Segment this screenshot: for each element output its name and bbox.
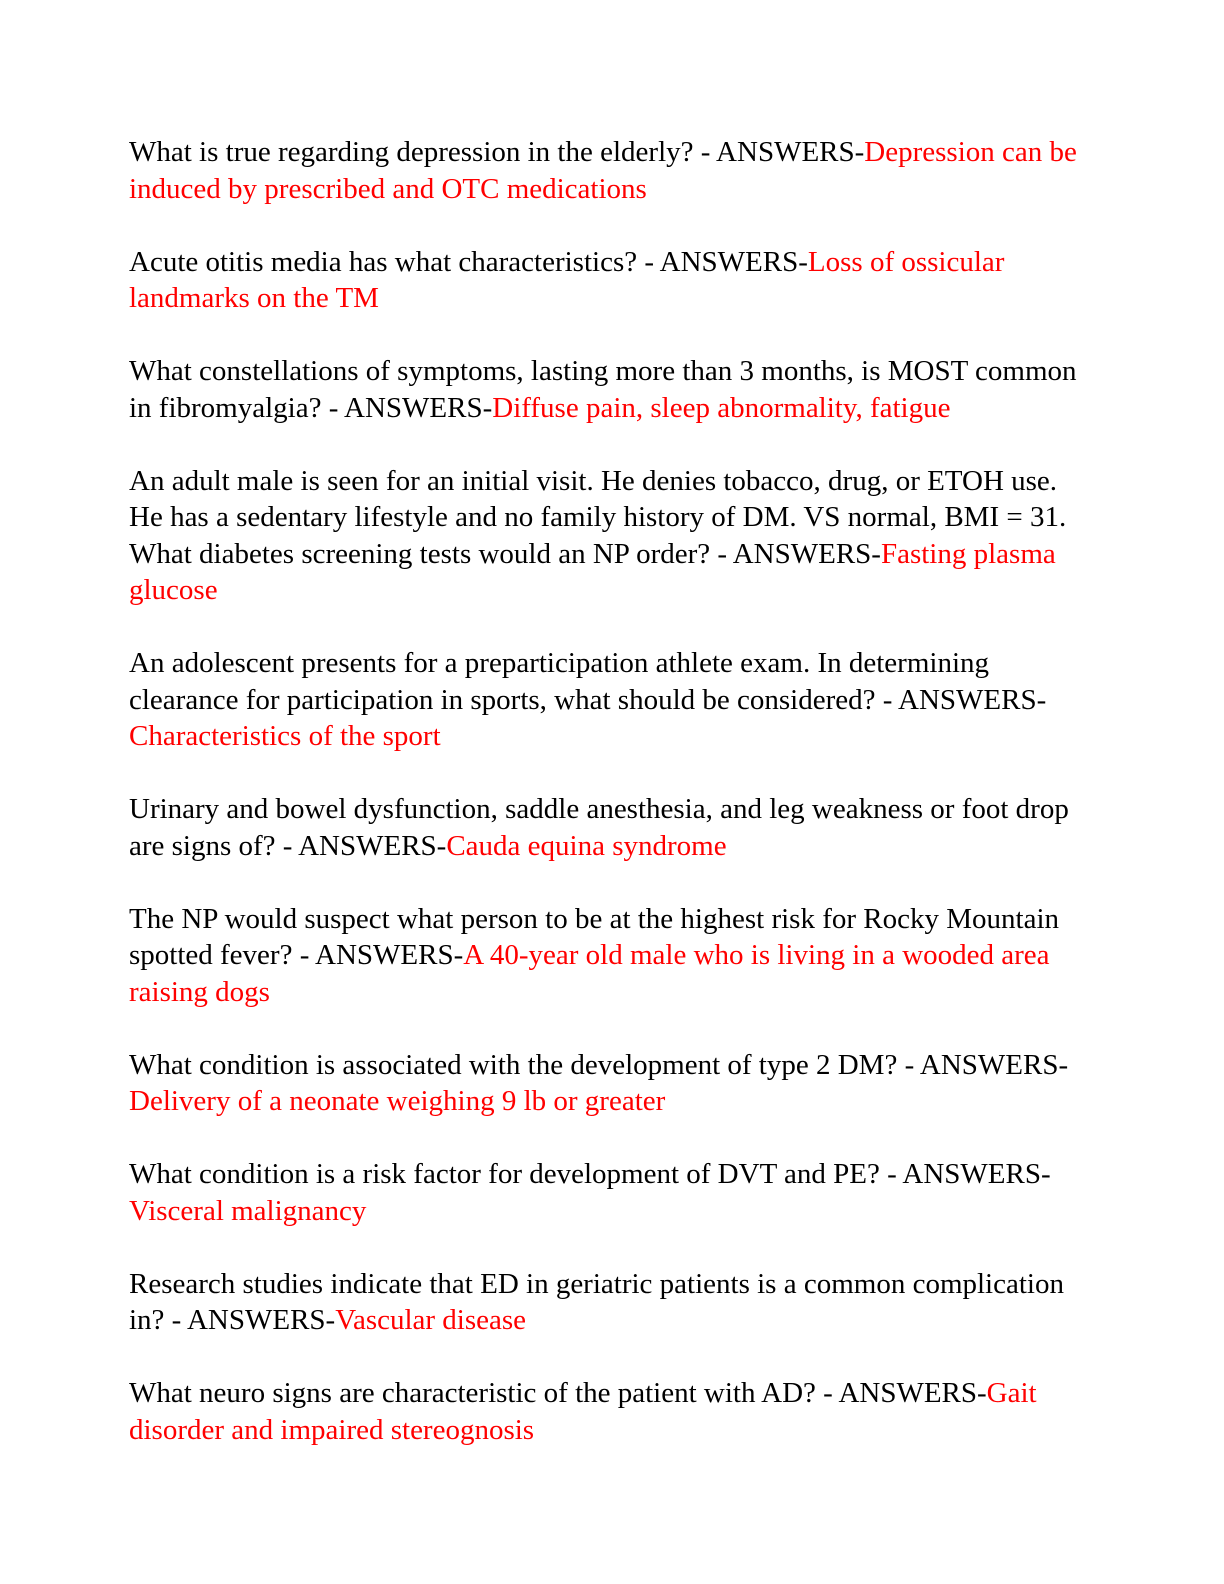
answer-text: Delivery of a neonate weighing 9 lb or greater [129, 1085, 666, 1117]
answer-text: Characteristics of the sport [129, 720, 441, 752]
answer-text: Diffuse pain, sleep abnormality, fatigue [492, 391, 951, 424]
answer-text: Loss of ossicular landmarks on the TM [129, 245, 1005, 314]
qa-item [129, 1266, 1089, 1339]
qa-item [129, 353, 1089, 426]
qa-item [129, 244, 1089, 317]
question-text: What condition is associated with the development of type 2 DM? - ANSWERS- [129, 1048, 1069, 1081]
answer-text: Vascular disease [335, 1304, 527, 1336]
question-text: Urinary and bowel dysfunction, saddle anesthesia, and leg weakness or foot drop are signs of? - ANSWERS- [129, 793, 1069, 862]
question-text: An adult male is seen for an initial visit. He denies tobacco, drug, or ETOH use. He has a sedentary lifestyle and no family history of DM. VS normal, BMI = 31. What diabetes screening tests would an NP order? - ANSWERS- [129, 464, 1067, 570]
question-text: The NP would suspect what person to be at the highest risk for Rocky Mountain spotted fever? - ANSWERS- [129, 902, 1059, 971]
answer-text: A 40-year old male who is living in a wooded area raising dogs [129, 939, 1050, 1008]
question-text: What neuro signs are characteristic of the patient with AD? - ANSWERS- [129, 1377, 987, 1409]
answer-text: Visceral malignancy [129, 1194, 367, 1227]
answer-text: Gait disorder and impaired stereognosis [129, 1377, 1037, 1446]
qa-item [129, 463, 1089, 609]
qa-item [129, 791, 1089, 864]
qa-item [129, 1156, 1089, 1229]
qa-item [129, 901, 1089, 1011]
question-text: An adolescent presents for a preparticipation athlete exam. In determining clearance for participation in sports, what should be considered? - ANSWERS- [129, 647, 1047, 716]
qa-item [129, 645, 1089, 755]
qa-item [129, 1375, 1089, 1448]
answer-text: Cauda equina syndrome [446, 829, 727, 862]
question-text: What constellations of symptoms, lasting more than 3 months, is MOST common in fibromyalgia? - ANSWERS- [129, 355, 1077, 424]
qa-item [129, 1047, 1089, 1120]
question-text: Acute otitis media has what characteristics? - ANSWERS- [129, 245, 808, 278]
qa-item [129, 134, 1089, 207]
question-text: What is true regarding depression in the elderly? - ANSWERS- [129, 136, 865, 168]
answer-text: Fasting plasma glucose [129, 537, 1056, 606]
qa-list [129, 134, 1089, 1485]
question-text: What condition is a risk factor for development of DVT and PE? - ANSWERS- [129, 1158, 1051, 1190]
question-text: Research studies indicate that ED in geriatric patients is a common complication in? - ANSWERS- [129, 1267, 1064, 1336]
answer-text: Depression can be induced by prescribed and OTC medications [129, 136, 1077, 205]
